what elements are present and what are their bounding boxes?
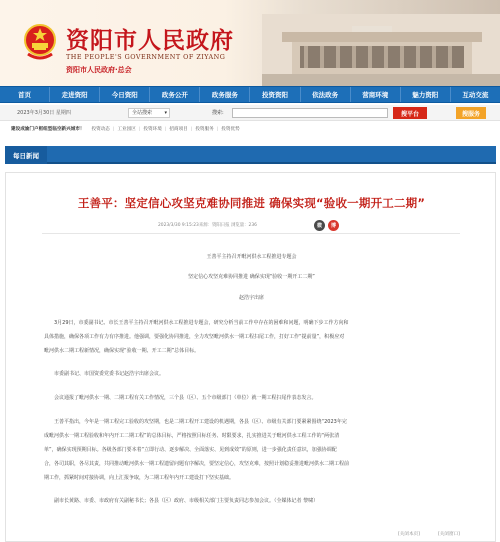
quick-links bbox=[0, 122, 500, 136]
site-title-en: THE PEOPLE'S GOVERNMENT OF ZIYANG bbox=[66, 53, 226, 61]
article-paragraph: 毗河供水二期工程新情况，确保实现“验收一期、开工二期”总体目标。 bbox=[44, 348, 200, 354]
nav-item-invest[interactable]: 投资资阳 bbox=[250, 87, 300, 102]
wechat-share-icon[interactable]: 微 bbox=[314, 220, 325, 231]
search-input[interactable] bbox=[232, 108, 388, 118]
divider: | bbox=[138, 126, 141, 132]
article-paragraph: 3月29日，市委副书记、市长王善平主持召开毗河供水工程推进专题会，研究分析当前工作中存在的困难和问题，明确下步工作方向和 bbox=[54, 320, 349, 326]
quick-links-prefix: 建设成渝门户枢纽型临空新兴城市！ bbox=[11, 127, 85, 132]
site-header bbox=[0, 0, 500, 86]
divider bbox=[42, 233, 460, 234]
article-subhead: 赵浩宇出席 bbox=[238, 295, 264, 301]
article-subhead: 坚定信心攻坚克难协同推进 确保实现“验收一期开工二期” bbox=[188, 274, 315, 280]
quick-link-industrial-park[interactable]: 工业园区 bbox=[117, 127, 136, 132]
search-service-button[interactable]: 搜服务 bbox=[456, 107, 486, 119]
close-window-link[interactable]: [关闭窗口] bbox=[438, 532, 460, 537]
divider: | bbox=[112, 126, 115, 132]
article-paragraph: 合，各司其职，各尽其责，共同推动毗河供水一期工程遗留问题有序解决，要坚定信心，攻坚克难，按照计划稳妥推进毗河供水二期工程前 bbox=[44, 461, 350, 467]
tab-daily-news[interactable]: 每日新闻 bbox=[5, 146, 47, 164]
site-title: 资阳市人民政府 bbox=[66, 27, 234, 54]
current-date: 2023年3月30日 星期四 bbox=[17, 110, 71, 116]
nav-item-interact[interactable]: 互动交流 bbox=[462, 91, 489, 99]
section-bar bbox=[5, 146, 496, 164]
close-page-link[interactable]: [关闭本页] bbox=[398, 532, 420, 537]
station-building-image bbox=[262, 14, 500, 86]
nav-item-today[interactable]: 今日资阳 bbox=[100, 87, 150, 102]
nav-item-services[interactable]: 政务服务 bbox=[200, 87, 250, 102]
nav-item-charm[interactable]: 魅力资阳 bbox=[401, 87, 451, 102]
nav-item-gov-info[interactable]: 政务公开 bbox=[150, 87, 200, 102]
weibo-share-icon[interactable]: 博 bbox=[328, 220, 339, 231]
site-slogan: 资阳市人民政府·总会 bbox=[66, 66, 132, 74]
quick-link-invest-news[interactable]: 投资动态 bbox=[91, 127, 110, 132]
divider: | bbox=[190, 126, 193, 132]
search-scope-select[interactable] bbox=[128, 108, 170, 118]
search-platform-button[interactable]: 搜平台 bbox=[393, 107, 427, 119]
nav-item-business[interactable]: 营商环境 bbox=[351, 87, 401, 102]
search-label: 搜索: bbox=[212, 110, 224, 116]
article-paragraph: 期工作，抓紧时间对接协调，向上汇报争取，为二期工程年内开工建设打下坚实基础。 bbox=[44, 475, 235, 481]
quick-link-invest-service[interactable]: 投资服务 bbox=[195, 127, 214, 132]
article-paragraph: 副市长黄路、市委、市政府有关副秘书长；各县（区）政府、市级相关部门主要负责同志参加会议。（全媒体记者 黎啸） bbox=[54, 498, 319, 504]
national-emblem-icon bbox=[22, 22, 58, 62]
article-paragraph: 成毗河供水一期工程验收和年内开工二期工程”的总体目标，严格按照目标任务、时限要求，扎实推进关于毗河供水工程工作的“两张清 bbox=[44, 433, 340, 439]
article-subhead: 王善平主持召开毗河供水工程推进专题会 bbox=[206, 254, 297, 260]
article-paragraph: 具体措施，确保各项工作有力有序推进。他强调，要强化协同推进，全力攻坚毗河供水一期工程扫尾工作，打好工作“提前量”，积极应对 bbox=[44, 334, 345, 340]
divider: | bbox=[164, 126, 167, 132]
article-panel bbox=[5, 172, 496, 542]
article-paragraph: 市委副书记、市国资委党委书记赵浩宇出席会议。 bbox=[54, 371, 165, 377]
search-bar bbox=[0, 105, 500, 121]
divider: | bbox=[216, 126, 219, 132]
main-nav bbox=[0, 86, 500, 103]
article-meta: 2023/3/30 9:15:23来源：资阳日报 浏览量：236 bbox=[158, 223, 257, 228]
article-paragraph: 会议通报了毗河供水一期、二期工程有关工作情况，三个县（区）、五个市级部门（单位）就一期工程扫尾作表态发言。 bbox=[54, 395, 317, 401]
nav-item-law[interactable]: 依法政务 bbox=[301, 87, 351, 102]
quick-link-invest-env[interactable]: 投资环境 bbox=[143, 127, 162, 132]
nav-item-about[interactable]: 走进资阳 bbox=[50, 87, 100, 102]
chevron-down-icon: ▾ bbox=[164, 110, 167, 116]
quick-link-projects[interactable]: 招商项目 bbox=[169, 127, 188, 132]
article-title: 王善平：坚定信心攻坚克难协同推进 确保实现“验收一期开工二期” bbox=[77, 196, 426, 210]
article-paragraph: 单”，确保实现预期目标。各级各部门要本着“立即行动、逐步解决、全面落实、见到成效”的原则，进一步强化责任意识，加强协调配 bbox=[44, 447, 337, 453]
search-scope-value: 全站搜索 bbox=[132, 110, 153, 116]
quick-link-advantages[interactable]: 投资优势 bbox=[221, 127, 240, 132]
article-paragraph: 王善平指出，今年是一期工程完工验收的攻坚期，也是二期工程开工建设的机遇期，各县（区）、市级有关部门要紧紧围绕“2023年完 bbox=[54, 419, 347, 425]
nav-item-home[interactable]: 首页 bbox=[0, 87, 50, 102]
